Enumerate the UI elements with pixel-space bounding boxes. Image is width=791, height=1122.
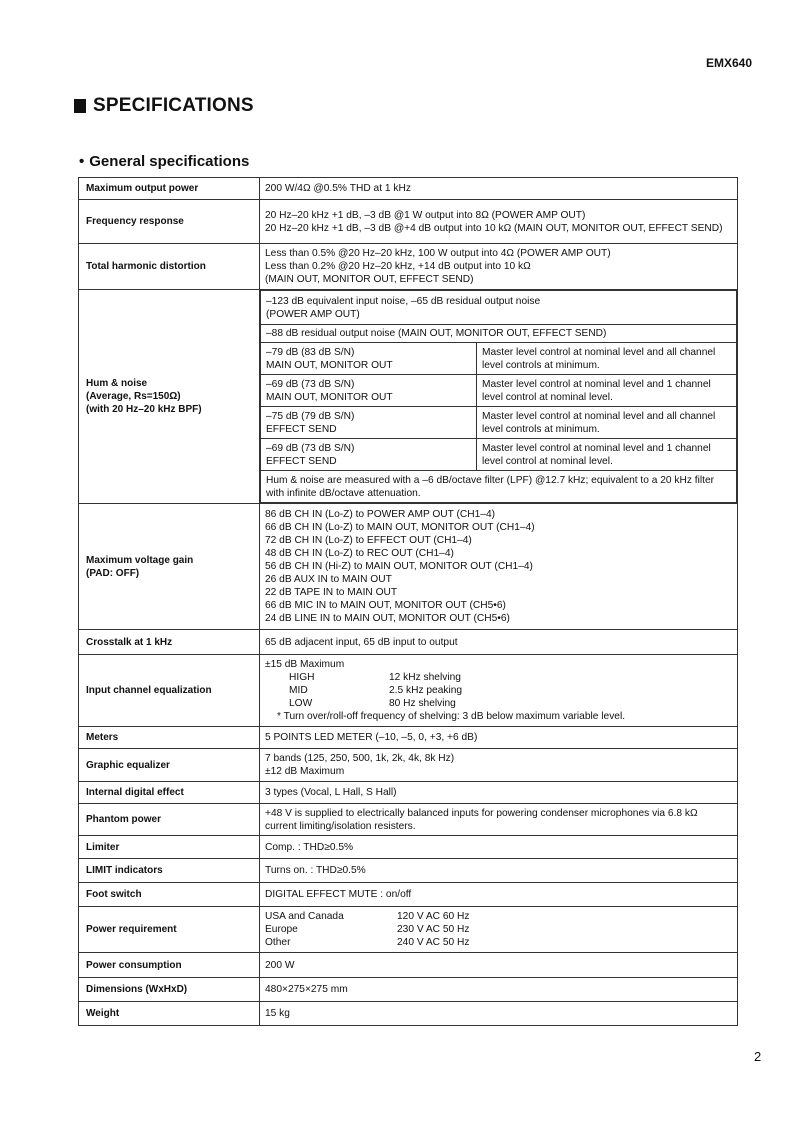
spec-line: 22 dB TAPE IN to MAIN OUT xyxy=(265,587,398,598)
spec-value: 200 W xyxy=(260,953,738,978)
sub-cell xyxy=(261,407,477,439)
spec-value: DIGITAL EFFECT MUTE : on/off xyxy=(260,883,738,907)
power-row xyxy=(265,910,732,923)
spec-value xyxy=(260,244,738,290)
spec-label: Power consumption xyxy=(79,953,260,978)
sub-cell: –88 dB residual output noise (MAIN OUT, MONITOR OUT, EFFECT SEND) xyxy=(261,325,737,343)
spec-label-line: Maximum voltage gain xyxy=(86,554,194,566)
spec-label: Phantom power xyxy=(79,804,260,836)
spec-value xyxy=(260,655,738,727)
spec-line: (POWER AMP OUT) xyxy=(266,308,360,320)
spec-value: +48 V is supplied to electrically balanced inputs for powering condenser microphones via 6.8 kΩ current limiting/isolation resisters. xyxy=(260,804,738,836)
spec-value xyxy=(260,907,738,953)
sub-cell xyxy=(261,375,477,407)
spec-line: MAIN OUT, MONITOR OUT xyxy=(266,359,393,371)
spec-line: 7 bands (125, 250, 500, 1k, 2k, 4k, 8k Hz) xyxy=(265,753,455,764)
eq-note: * Turn over/roll-off frequency of shelving: 3 dB below maximum variable level. xyxy=(277,711,626,722)
spec-line: 56 dB CH IN (Hi-Z) to MAIN OUT, MONITOR OUT (CH1–4) xyxy=(265,561,533,572)
spec-label: Crosstalk at 1 kHz xyxy=(79,630,260,655)
spec-label: Graphic equalizer xyxy=(79,749,260,782)
hum-subtable xyxy=(260,290,737,503)
model-number: EMX640 xyxy=(706,56,753,70)
spec-label: Dimensions (WxHxD) xyxy=(79,978,260,1002)
table-row xyxy=(79,504,738,630)
power-region: USA and Canada xyxy=(265,911,344,922)
spec-value xyxy=(260,290,738,504)
eq-band-value: 2.5 kHz peaking xyxy=(389,685,463,696)
eq-band-row xyxy=(265,697,732,710)
spec-label: Weight xyxy=(79,1002,260,1026)
spec-value: 5 POINTS LED METER (–10, –5, 0, +3, +6 dB) xyxy=(260,727,738,749)
spec-value xyxy=(260,749,738,782)
sub-cell xyxy=(261,343,477,375)
spec-value: Comp. : THD≥0.5% xyxy=(260,836,738,859)
sub-cell: Master level control at nominal level and all channel level controls at minimum. xyxy=(477,407,737,439)
table-row xyxy=(79,290,738,504)
eq-band-label: HIGH xyxy=(289,672,315,683)
table-row xyxy=(79,655,738,727)
table-row xyxy=(79,782,738,804)
spec-label: Frequency response xyxy=(79,200,260,244)
sub-cell xyxy=(261,439,477,471)
section-title-text: General specifications xyxy=(89,153,250,170)
spec-label: Foot switch xyxy=(79,883,260,907)
spec-line: –75 dB (79 dB S/N) xyxy=(266,410,355,422)
page-number: 2 xyxy=(754,1049,762,1064)
table-row xyxy=(79,883,738,907)
table-row xyxy=(79,244,738,290)
spec-line: Less than 0.2% @20 Hz–20 kHz, +14 dB output into 10 kΩ xyxy=(265,261,531,272)
spec-label xyxy=(79,290,260,504)
table-row xyxy=(79,178,738,200)
spec-line: 48 dB CH IN (Lo-Z) to REC OUT (CH1–4) xyxy=(265,548,454,559)
spec-value xyxy=(260,504,738,630)
power-row xyxy=(265,923,732,936)
spec-line: 26 dB AUX IN to MAIN OUT xyxy=(265,574,392,585)
square-bullet-icon xyxy=(74,99,86,113)
sub-cell: Master level control at nominal level and all channel level controls at minimum. xyxy=(477,343,737,375)
spec-label-line: (Average, Rs=150Ω) xyxy=(86,391,181,402)
table-row xyxy=(79,727,738,749)
spec-label: LIMIT indicators xyxy=(79,859,260,883)
eq-band-row xyxy=(265,684,732,697)
sub-cell: Hum & noise are measured with a –6 dB/octave filter (LPF) @12.7 kHz; equivalent to a 20 kHz filter with infinite dB/octave attenuation. xyxy=(261,471,737,503)
table-row xyxy=(79,836,738,859)
power-value: 230 V AC 50 Hz xyxy=(397,924,470,935)
spec-label-line: Hum & noise xyxy=(86,378,148,389)
spec-label: Limiter xyxy=(79,836,260,859)
spec-value: 200 W/4Ω @0.5% THD at 1 kHz xyxy=(260,178,738,200)
spec-line: EFFECT SEND xyxy=(266,455,337,467)
spec-line: –79 dB (83 dB S/N) xyxy=(266,346,355,358)
table-row xyxy=(79,200,738,244)
spec-line: 24 dB LINE IN to MAIN OUT, MONITOR OUT (CH5•6) xyxy=(265,613,510,624)
table-row xyxy=(79,749,738,782)
power-region: Europe xyxy=(265,924,298,935)
power-row xyxy=(265,936,732,949)
spec-value: 65 dB adjacent input, 65 dB input to output xyxy=(260,630,738,655)
power-value: 120 V AC 60 Hz xyxy=(397,911,470,922)
spec-line: Less than 0.5% @20 Hz–20 kHz, 100 W output into 4Ω (POWER AMP OUT) xyxy=(265,248,611,259)
spec-label-line: (PAD: OFF) xyxy=(86,567,140,579)
table-row xyxy=(79,907,738,953)
spec-line: 66 dB MIC IN to MAIN OUT, MONITOR OUT (CH5•6) xyxy=(265,600,506,611)
spec-line: EFFECT SEND xyxy=(266,423,337,435)
bullet-icon: • xyxy=(79,153,85,170)
table-row xyxy=(79,630,738,655)
spec-line: –69 dB (73 dB S/N) xyxy=(266,442,355,454)
spec-line: –123 dB equivalent input noise, –65 dB residual output noise xyxy=(266,295,541,307)
page-title-text: SPECIFICATIONS xyxy=(93,95,254,116)
spec-label: Input channel equalization xyxy=(79,655,260,727)
sub-cell: Master level control at nominal level and 1 channel level control at nominal level. xyxy=(477,375,737,407)
eq-band-label: MID xyxy=(289,685,308,696)
spec-line: ±12 dB Maximum xyxy=(265,766,345,777)
spec-line: –69 dB (73 dB S/N) xyxy=(266,378,355,390)
eq-band-row xyxy=(265,671,732,684)
table-row xyxy=(79,953,738,978)
table-row xyxy=(79,978,738,1002)
spec-value: 3 types (Vocal, L Hall, S Hall) xyxy=(260,782,738,804)
spec-value: Turns on. : THD≥0.5% xyxy=(260,859,738,883)
spec-line: 72 dB CH IN (Lo-Z) to EFFECT OUT (CH1–4) xyxy=(265,535,472,546)
power-region: Other xyxy=(265,937,291,948)
spec-value: 480×275×275 mm xyxy=(260,978,738,1002)
spec-line: 20 Hz–20 kHz +1 dB, –3 dB @1 W output into 8Ω (POWER AMP OUT) xyxy=(265,209,586,221)
eq-band-value: 12 kHz shelving xyxy=(389,672,461,683)
eq-band-label: LOW xyxy=(289,698,313,709)
spec-label-line: (with 20 Hz–20 kHz BPF) xyxy=(86,404,202,415)
spec-line: 66 dB CH IN (Lo-Z) to MAIN OUT, MONITOR OUT (CH1–4) xyxy=(265,522,535,533)
section-title xyxy=(79,153,249,170)
power-value: 240 V AC 50 Hz xyxy=(397,937,470,948)
spec-value: 15 kg xyxy=(260,1002,738,1026)
spec-label: Power requirement xyxy=(79,907,260,953)
spec-label: Total harmonic distortion xyxy=(79,244,260,290)
spec-label: Maximum output power xyxy=(79,178,260,200)
spec-line: 86 dB CH IN (Lo-Z) to POWER AMP OUT (CH1–4) xyxy=(265,509,496,520)
spec-line: 20 Hz–20 kHz +1 dB, –3 dB @+4 dB output into 10 kΩ (MAIN OUT, MONITOR OUT, EFFECT SEND) xyxy=(265,222,723,234)
spec-label: Meters xyxy=(79,727,260,749)
spec-label: Internal digital effect xyxy=(79,782,260,804)
eq-band-value: 80 Hz shelving xyxy=(389,698,456,709)
sub-cell xyxy=(261,291,737,325)
table-row xyxy=(79,804,738,836)
specifications-table xyxy=(78,177,738,1026)
spec-line: (MAIN OUT, MONITOR OUT, EFFECT SEND) xyxy=(265,274,474,285)
table-row xyxy=(79,1002,738,1026)
spec-line: ±15 dB Maximum xyxy=(265,659,345,670)
spec-value xyxy=(260,200,738,244)
table-row xyxy=(79,859,738,883)
spec-label xyxy=(79,504,260,630)
page-title xyxy=(74,95,254,117)
sub-cell: Master level control at nominal level and 1 channel level control at nominal level. xyxy=(477,439,737,471)
spec-line: MAIN OUT, MONITOR OUT xyxy=(266,391,393,403)
